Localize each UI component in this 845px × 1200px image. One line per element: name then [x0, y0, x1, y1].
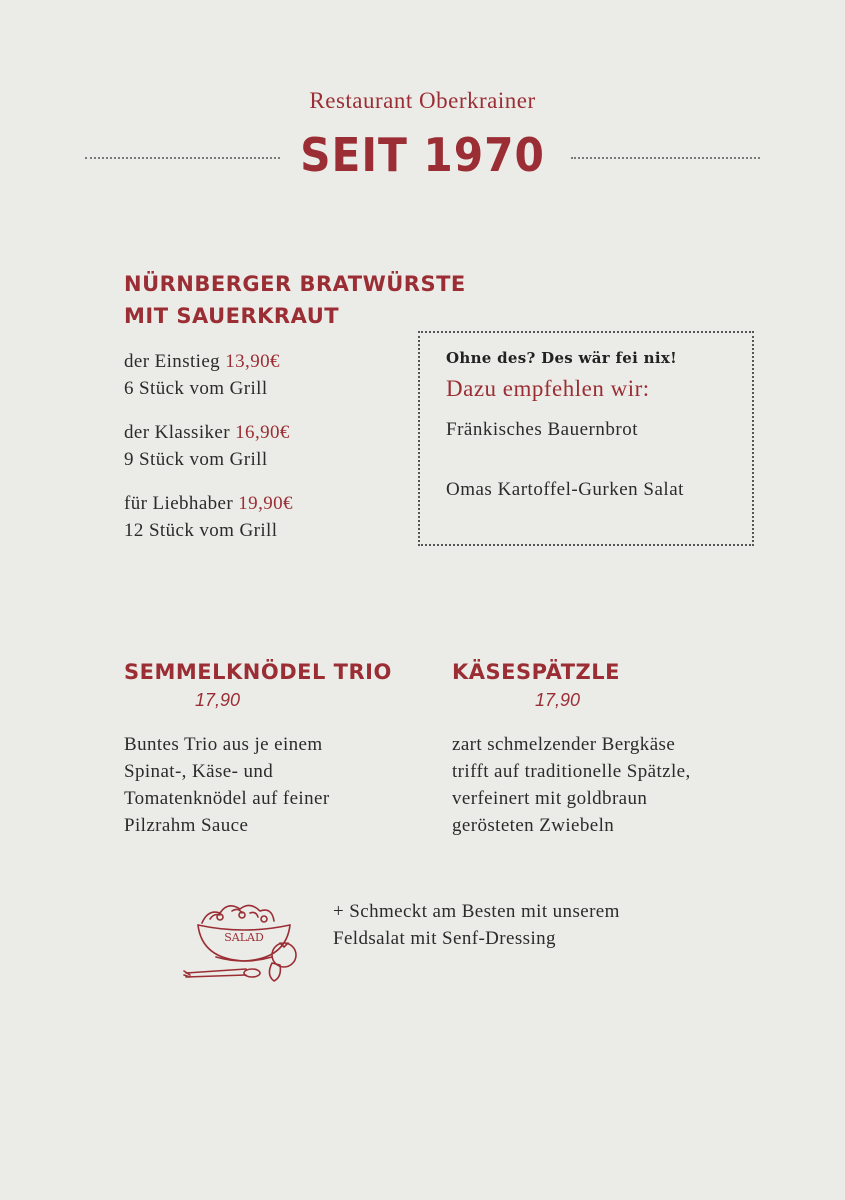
desc-line: zart schmelzender Bergkäse — [452, 734, 676, 755]
desc-line: Tomatenknödel auf feiner — [124, 788, 330, 809]
option-name: der Klassiker — [124, 422, 230, 443]
bratwurst-option — [124, 348, 280, 402]
dish-description-knoedel — [124, 731, 330, 839]
option-name: der Einstieg — [124, 351, 221, 372]
desc-line: gerösteten Zwiebeln — [452, 815, 615, 836]
desc-line: Spinat-, Käse- und — [124, 761, 274, 782]
dish-title-spaetzle: KÄSESPÄTZLE — [452, 660, 620, 684]
option-price: 16,90€ — [235, 422, 290, 443]
desc-line: Pilzrahm Sauce — [124, 815, 249, 836]
option-detail: 12 Stück vom Grill — [124, 520, 278, 541]
option-price: 19,90€ — [238, 493, 293, 514]
dish-price-knoedel: 17,90 — [195, 690, 241, 710]
option-detail: 6 Stück vom Grill — [124, 378, 268, 399]
side-tip-line2: Feldsalat mit Senf-Dressing — [333, 928, 556, 949]
salad-label: SALAD — [224, 931, 264, 944]
bratwurst-option — [124, 419, 290, 473]
bratwurst-option — [124, 490, 293, 544]
recommendation-subtitle: Dazu empfehlen wir: — [446, 376, 650, 401]
recommendation-item: Omas Kartoffel-Gurken Salat — [446, 479, 684, 500]
salad-bowl-icon — [180, 895, 310, 990]
restaurant-name: Restaurant Oberkrainer — [309, 88, 536, 113]
desc-line: trifft auf traditionelle Spätzle, — [452, 761, 691, 782]
option-price: 13,90€ — [225, 351, 280, 372]
desc-line: Buntes Trio aus je einem — [124, 734, 323, 755]
dish-description-spaetzle — [452, 731, 691, 839]
bratwurst-title-line2: MIT SAUERKRAUT — [124, 304, 340, 328]
recommendation-title: Ohne des? Des wär fei nix! — [446, 349, 677, 367]
dish-title-knoedel: SEMMELKNÖDEL TRIO — [124, 660, 392, 684]
recommendation-item: Fränkisches Bauernbrot — [446, 419, 638, 440]
side-tip-line1: + Schmeckt am Besten mit unserem — [333, 901, 620, 922]
divider-right — [571, 157, 760, 159]
desc-line: verfeinert mit goldbraun — [452, 788, 648, 809]
option-name: für Liebhaber — [124, 493, 234, 514]
side-tip — [333, 898, 620, 952]
dish-price-spaetzle: 17,90 — [535, 690, 581, 710]
since-title: SEIT 1970 — [300, 128, 545, 182]
bratwurst-title-line1: NÜRNBERGER BRATWÜRSTE — [124, 272, 466, 296]
bratwurst-heading — [124, 268, 466, 332]
option-detail: 9 Stück vom Grill — [124, 449, 268, 470]
